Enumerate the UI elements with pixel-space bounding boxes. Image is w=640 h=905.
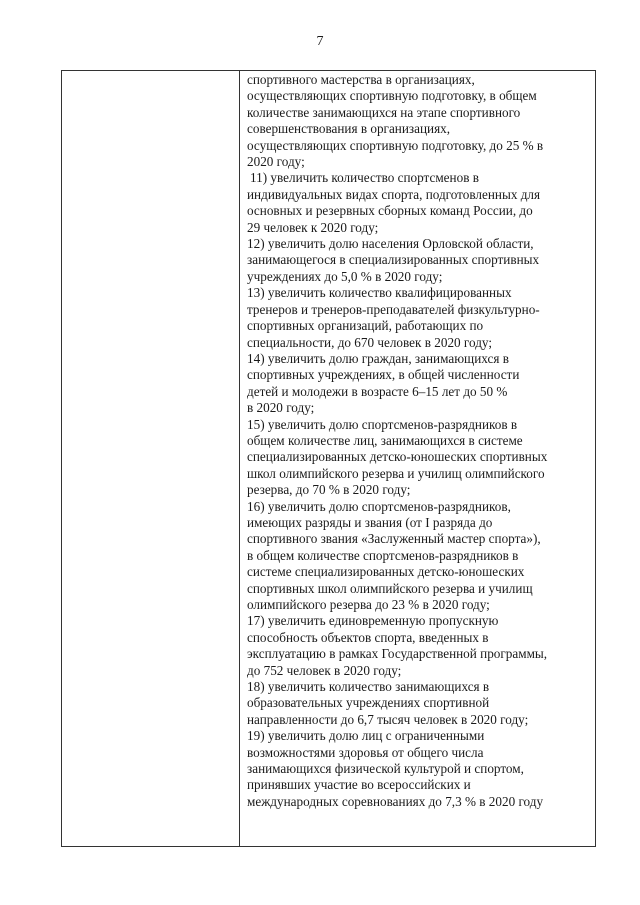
text-line: спортивных организаций, работающих по xyxy=(247,318,484,334)
text-line: в 2020 году; xyxy=(247,400,315,416)
text-line: спортивного мастерства в организациях, xyxy=(247,72,475,87)
text-line: тренеров и тренеров-преподавателей физкультурно- xyxy=(247,301,540,317)
text-line: направленности до 6,7 тысяч человек в 2020 году; xyxy=(247,711,529,727)
list-item-12-start: 12) увеличить долю населения Орловской области, xyxy=(247,236,534,252)
text-line: школ олимпийского резерва и училищ олимпийского xyxy=(247,465,545,481)
list-item-13-start: 13) увеличить количество квалифицированных xyxy=(247,285,512,301)
text-line: международных соревнованиях до 7,3 % в 2020 году xyxy=(247,793,544,809)
text-line: эксплуатацию в рамках Государственной программы, xyxy=(247,646,548,662)
text-line: спортивного звания «Заслуженный мастер спорта»), xyxy=(247,531,541,547)
text-line: в общем количестве спортсменов-разрядников в xyxy=(247,547,519,563)
text-line: совершенствования в организациях, xyxy=(247,121,451,137)
text-line: учреждениях до 5,0 % в 2020 году; xyxy=(247,268,443,284)
text-line: осуществляющих спортивную подготовку, до 25 % в xyxy=(247,137,544,153)
text-line: образовательных учреждениях спортивной xyxy=(247,695,490,711)
list-item-15-start: 15) увеличить долю спортсменов-разрядников в xyxy=(247,416,518,432)
text-line: детей и молодежи в возрасте 6–15 лет до 50 % xyxy=(247,383,508,399)
page-number: 7 xyxy=(316,34,324,49)
text-line: резерва, до 70 % в 2020 году; xyxy=(247,482,411,498)
text-line: до 752 человек в 2020 году; xyxy=(247,662,402,678)
text-line: спортивных учреждениях, в общей численности xyxy=(247,367,520,383)
list-item-16-start: 16) увеличить долю спортсменов-разрядников, xyxy=(247,498,511,514)
text-line: 29 человек к 2020 году; xyxy=(247,219,379,235)
text-line: спортивных школ олимпийского резерва и училищ xyxy=(247,580,533,596)
text-line: системе специализированных детско-юношеских xyxy=(247,564,525,580)
text-line: имеющих разряды и звания (от I разряда до xyxy=(247,514,493,530)
text-line: олимпийского резерва до 23 % в 2020 году; xyxy=(247,597,490,612)
text-line: осуществляющих спортивную подготовку, в общем xyxy=(247,88,537,104)
text-line: 2020 году; xyxy=(247,154,305,170)
text-line: основных и резервных сборных команд России, до xyxy=(247,203,533,219)
text-line: занимающихся физической культурой и спортом, xyxy=(247,761,524,777)
list-item-18-start: 18) увеличить количество занимающихся в xyxy=(247,679,490,695)
text-line: принявших участие во всероссийских и xyxy=(247,777,471,793)
text-line: индивидуальных видах спорта, подготовленных для xyxy=(247,186,541,202)
text-line: занимающегося в специализированных спортивных xyxy=(247,252,540,268)
text-line: специальности, до 670 человек в 2020 году; xyxy=(247,334,493,350)
list-item-17-start: 17) увеличить единовременную пропускную xyxy=(247,613,499,629)
list-item-11-start: 11) увеличить количество спортсменов в xyxy=(250,170,479,186)
text-line: способность объектов спорта, введенных в xyxy=(247,629,489,645)
list-item-14-start: 14) увеличить долю граждан, занимающихся в xyxy=(247,350,509,366)
table-right-cell xyxy=(240,71,595,846)
table-left-cell xyxy=(62,71,240,846)
text-line: специализированных детско-юношеских спортивных xyxy=(247,449,548,465)
text-line: количестве занимающихся на этапе спортивного xyxy=(247,104,521,120)
text-line: возможностями здоровья от общего числа xyxy=(247,744,484,760)
text-line: общем количестве лиц, занимающихся в системе xyxy=(247,432,523,448)
document-table xyxy=(61,70,596,847)
list-item-19-start: 19) увеличить долю лиц с ограниченными xyxy=(247,728,485,744)
